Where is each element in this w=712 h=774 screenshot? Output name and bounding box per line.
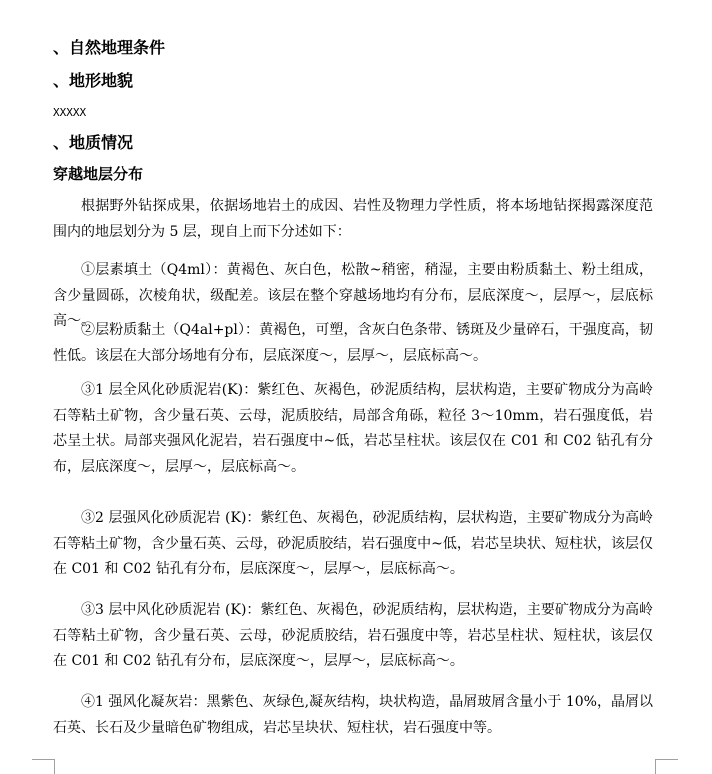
page-corner-mark-right bbox=[655, 759, 678, 774]
heading-natural-geography: 、自然地理条件 bbox=[53, 38, 166, 57]
paragraph-layer-2: ②层粉质黏土（Q4al+pl）：黄褐色，可塑，含灰白色条带、锈斑及少量碎石，干强度高，韧性低。该层在大部分场地有分布，层底深度～，层厚～，层底标高～。 bbox=[53, 322, 653, 364]
paragraph-layer-3-3: ③3 层中风化砂质泥岩 (K)：紫红色、灰褐色，砂泥质结构，层状构造，主要矿物成分为高岭石等粘土矿物，含少量石英、云母，砂泥质胶结，岩石强度中等，岩芯呈柱状、短柱状，该层仅在 C01 和 C02 钻孔有分布，层底深度～，层厚～，层底标高～。 bbox=[53, 602, 653, 669]
paragraph-layer-3-2: ③2 层强风化砂质泥岩 (K)：紫红色、灰褐色，砂泥质结构，层状构造，主要矿物成分为高岭石等粘土矿物，含少量石英、云母，砂泥质胶结，岩石强度中~低，岩芯呈块状、短柱状，该层仅在 C01 和 C02 钻孔有分布，层底深度～，层厚～，层底标高～。 bbox=[53, 510, 653, 577]
paragraph-layer-3-1: ③1 层全风化砂质泥岩(K)：紫红色、灰褐色，砂泥质结构，层状构造，主要矿物成分为高岭石等粘土矿物，含少量石英、云母，泥质胶结，局部含角砾，粒径 3～10mm，岩石强度低，岩芯呈土状。局部夹强风化泥岩，岩石强度中~低，岩芯呈柱状。该层仅在 C01 和 C02 钻孔有分布，层底深度～，层厚～，层底标高～。 bbox=[53, 382, 653, 475]
paragraph-layer-4-1: ④1 强风化凝灰岩：黑紫色、灰绿色,凝灰结构，块状构造，晶屑玻屑含量小于 10%，晶屑以石英、长石及少量暗色矿物组成，岩芯呈块状、短柱状，岩石强度中等。 bbox=[53, 694, 653, 736]
heading-strata-distribution: 穿越地层分布 bbox=[53, 165, 144, 183]
paragraph-layer-1: ①层素填土（Q4ml）：黄褐色、灰白色，松散~稍密，稍湿，主要由粉质黏土、粉土组成，含少量圆砾，次棱角状，级配差。该层在整个穿越场地均有分布，层底深度～，层厚～，层底标高～。 bbox=[53, 262, 653, 329]
paragraph-intro: 根据野外钻探成果，依据场地岩土的成因、岩性及物理力学性质，将本场地钻探揭露深度范围内的地层划分为 5 层，现自上而下分述如下： bbox=[53, 198, 653, 240]
heading-geology: 、地质情况 bbox=[53, 133, 134, 152]
page-corner-mark-left bbox=[32, 759, 55, 774]
landform-placeholder-text: XXXXX bbox=[53, 106, 87, 119]
heading-landform: 、地形地貌 bbox=[53, 71, 134, 90]
